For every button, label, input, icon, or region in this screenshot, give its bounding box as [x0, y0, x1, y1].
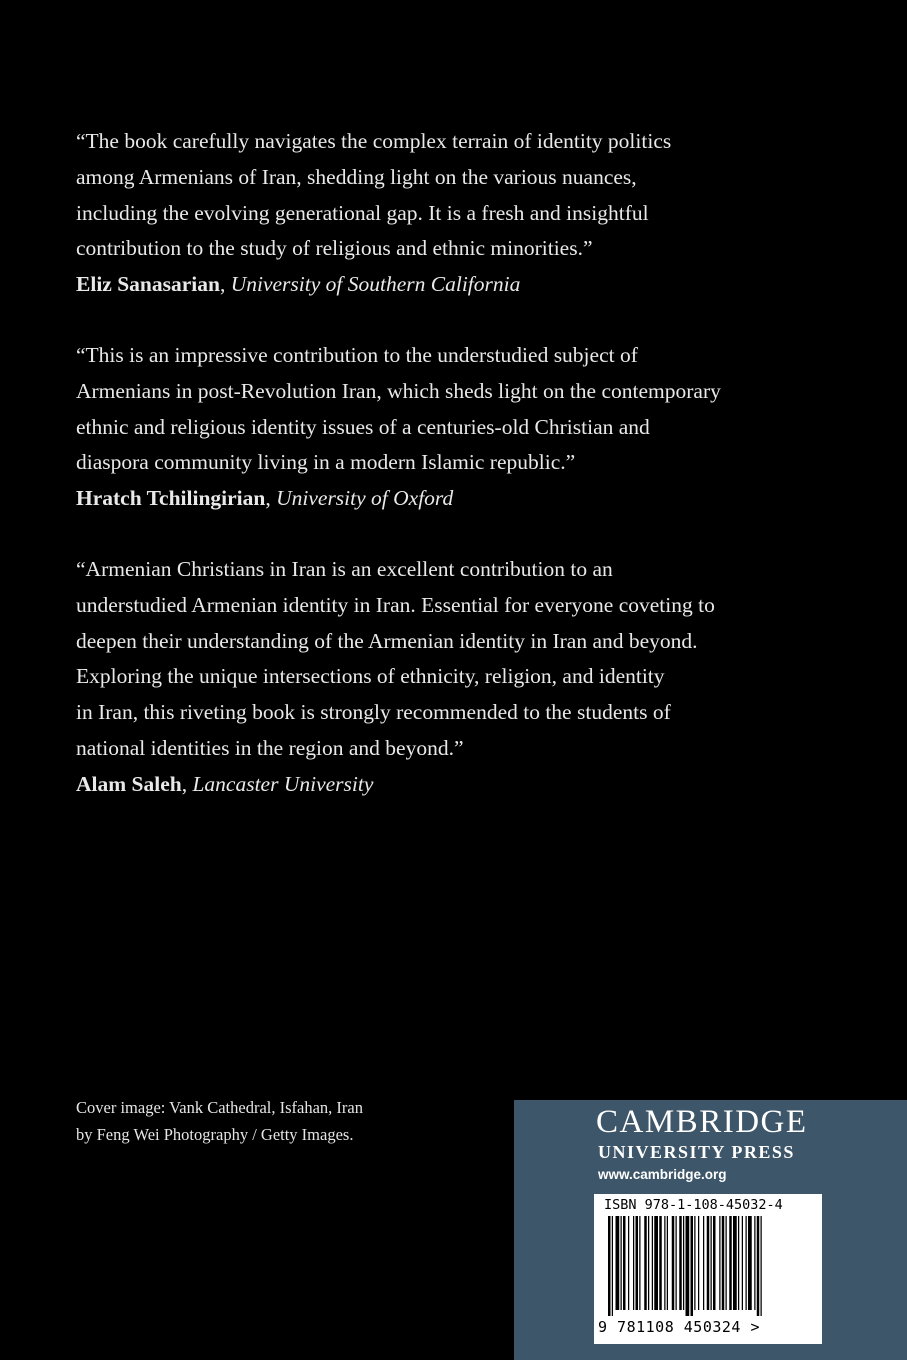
- isbn-barcode: [594, 1194, 822, 1344]
- reviewer-affiliation: University of Southern California: [230, 272, 521, 297]
- barcode-bar: [654, 1216, 658, 1310]
- barcode-bars: [608, 1216, 808, 1316]
- review-2: [76, 338, 796, 517]
- review-3-line-3: deepen their understanding of the Armenian identity in Iran and beyond.: [76, 628, 698, 653]
- barcode-bar: [746, 1216, 747, 1310]
- barcode-bar: [698, 1216, 699, 1310]
- barcode-bar: [707, 1216, 710, 1310]
- barcode-bar: [719, 1216, 720, 1310]
- barcode-bar: [683, 1216, 684, 1310]
- credit-line-1: Cover image: Vank Cathedral, Isfahan, Iran: [76, 1098, 363, 1117]
- barcode-bar: [628, 1216, 629, 1310]
- review-2-line-2: Armenians in post-Revolution Iran, which sheds light on the contemporary: [76, 378, 721, 403]
- barcode-bar: [703, 1216, 704, 1310]
- barcode-bar: [633, 1216, 634, 1310]
- barcode-bar: [754, 1216, 755, 1310]
- review-3: [76, 552, 796, 803]
- reviewer-name: Hratch Tchilingirian: [76, 486, 266, 511]
- review-3-line-6: national identities in the region and beyond.”: [76, 735, 464, 760]
- barcode-bar: [623, 1216, 626, 1310]
- barcode-bar: [644, 1216, 647, 1310]
- cover-image-credit: [76, 1094, 363, 1148]
- credit-line-2: by Feng Wei Photography / Getty Images.: [76, 1125, 354, 1144]
- review-3-line-1: “Armenian Christians in Iran is an excellent contribution to an: [76, 556, 613, 581]
- review-2-attribution: Hratch Tchilingirian, University of Oxford: [76, 486, 454, 511]
- barcode-bar: [686, 1216, 690, 1316]
- reviews-section: [76, 124, 796, 803]
- barcode-bar: [729, 1216, 732, 1310]
- reviewer-name: Eliz Sanasarian: [76, 272, 220, 297]
- barcode-bar: [652, 1216, 653, 1310]
- barcode-bar: [761, 1216, 762, 1316]
- barcode-bar: [672, 1216, 675, 1310]
- review-3-line-4: Exploring the unique intersections of ethnicity, religion, and identity: [76, 664, 665, 689]
- barcode-bar: [676, 1216, 677, 1310]
- barcode-bar: [711, 1216, 712, 1310]
- barcode-bar: [742, 1216, 743, 1310]
- review-1-line-1: “The book carefully navigates the complex terrain of identity politics: [76, 129, 672, 153]
- review-1-attribution: Eliz Sanasarian, University of Southern California: [76, 272, 521, 297]
- reviewer-name: Alam Saleh: [76, 771, 182, 796]
- barcode-bar: [694, 1216, 695, 1310]
- barcode-bar: [659, 1216, 662, 1310]
- barcode-bar: [667, 1216, 668, 1310]
- review-1-line-2: among Armenians of Iran, shedding light on the various nuances,: [76, 164, 637, 189]
- barcode-bar: [722, 1216, 725, 1310]
- barcode-bar: [738, 1216, 739, 1310]
- barcode-bar: [733, 1216, 737, 1310]
- barcode-bar: [636, 1216, 639, 1310]
- barcode-bar: [664, 1216, 665, 1310]
- review-2-line-4: diaspora community living in a modern Islamic republic.”: [76, 450, 576, 475]
- barcode-bar: [608, 1216, 611, 1316]
- review-3-line-2: understudied Armenian identity in Iran. Essential for everyone coveting to: [76, 592, 715, 617]
- barcode-bar: [757, 1216, 760, 1316]
- barcode-bar: [713, 1216, 716, 1310]
- barcode-bar: [748, 1216, 752, 1310]
- publisher-url: www.cambridge.org: [598, 1167, 727, 1182]
- barcode-bar: [616, 1216, 620, 1310]
- publisher-logo-subtitle: UNIVERSITY PRESS: [598, 1142, 795, 1162]
- barcode-bar: [691, 1216, 694, 1316]
- review-1: [76, 124, 796, 303]
- publisher-panel: [514, 1100, 907, 1360]
- review-1-line-4: contribution to the study of religious and ethnic minorities.”: [76, 236, 593, 261]
- reviewer-affiliation: University of Oxford: [276, 486, 454, 511]
- review-2-line-3: ethnic and religious identity issues of a centuries-old Christian and: [76, 414, 650, 439]
- barcode-digits: 9 781108 450324 >: [598, 1318, 761, 1336]
- review-3-line-5: in Iran, this riveting book is strongly recommended to the students of: [76, 700, 671, 725]
- barcode-bar: [648, 1216, 649, 1310]
- review-2-line-1: “This is an impressive contribution to the understudied subject of: [76, 342, 638, 367]
- barcode-bar: [679, 1216, 682, 1310]
- barcode-bar: [621, 1216, 622, 1310]
- publisher-logo-name: CAMBRIDGE: [596, 1104, 808, 1140]
- reviewer-affiliation: Lancaster University: [192, 771, 374, 796]
- review-1-line-3: including the evolving generational gap. It is a fresh and insightful: [76, 200, 649, 225]
- review-3-attribution: Alam Saleh, Lancaster University: [76, 771, 374, 796]
- barcode-bar: [612, 1216, 613, 1316]
- barcode-bar: [639, 1216, 640, 1310]
- isbn-label: ISBN 978-1-108-45032-4: [604, 1197, 783, 1213]
- barcode-bar: [726, 1216, 727, 1310]
